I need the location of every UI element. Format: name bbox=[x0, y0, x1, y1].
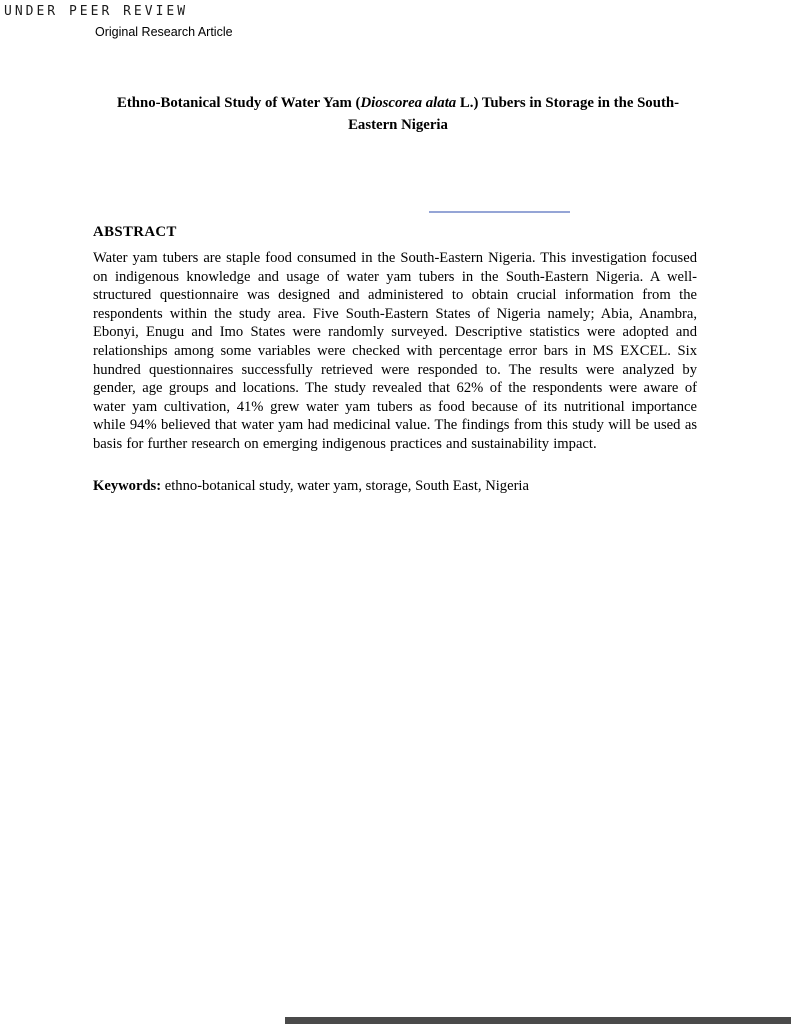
article-type-label: Original Research Article bbox=[95, 25, 233, 39]
paper-title-text-pre: Ethno-Botanical Study of Water Yam ( bbox=[116, 95, 361, 111]
paper-title-text-post: L.) Tubers in Storage in the South-Eastern Nigeria bbox=[348, 95, 680, 133]
paper-title-species-name: Dioscorea alata bbox=[360, 95, 457, 111]
keywords-line bbox=[93, 477, 697, 496]
paper-title bbox=[93, 92, 703, 136]
peer-review-watermark: UNDER PEER REVIEW bbox=[4, 4, 189, 19]
divider-line bbox=[429, 211, 570, 213]
abstract-heading: ABSTRACT bbox=[93, 224, 177, 240]
next-page-edge-strip bbox=[285, 1017, 791, 1024]
keywords-text: ethno-botanical study, water yam, storage, South East, Nigeria bbox=[164, 478, 529, 494]
abstract-body-paragraph: Water yam tubers are staple food consumed in the South-Eastern Nigeria. This investigation focused on indigenous knowledge and usage of water yam tubers in the South-Eastern Nigeria. A well-structured questionnaire was designed and administered to obtain crucial information from the respondents within the study area. Five South-Eastern States of Nigeria namely; Abia, Anambra, Ebonyi, Enugu and Imo States were randomly surveyed. Descriptive statistics were adopted and relationships among some variables were checked with percentage error bars in MS EXCEL. Six hundred questionnaires successfully retrieved were responded to. The results were analyzed by gender, age groups and locations. The study revealed that 62% of the respondents were aware of water yam cultivation, 41% grew water yam tubers as food because of its nutritional importance while 94% believed that water yam had medicinal value. The findings from this study will be used as basis for further research on emerging indigenous practices and sustainability impact. bbox=[93, 250, 697, 452]
keywords-label: Keywords: bbox=[93, 478, 162, 494]
